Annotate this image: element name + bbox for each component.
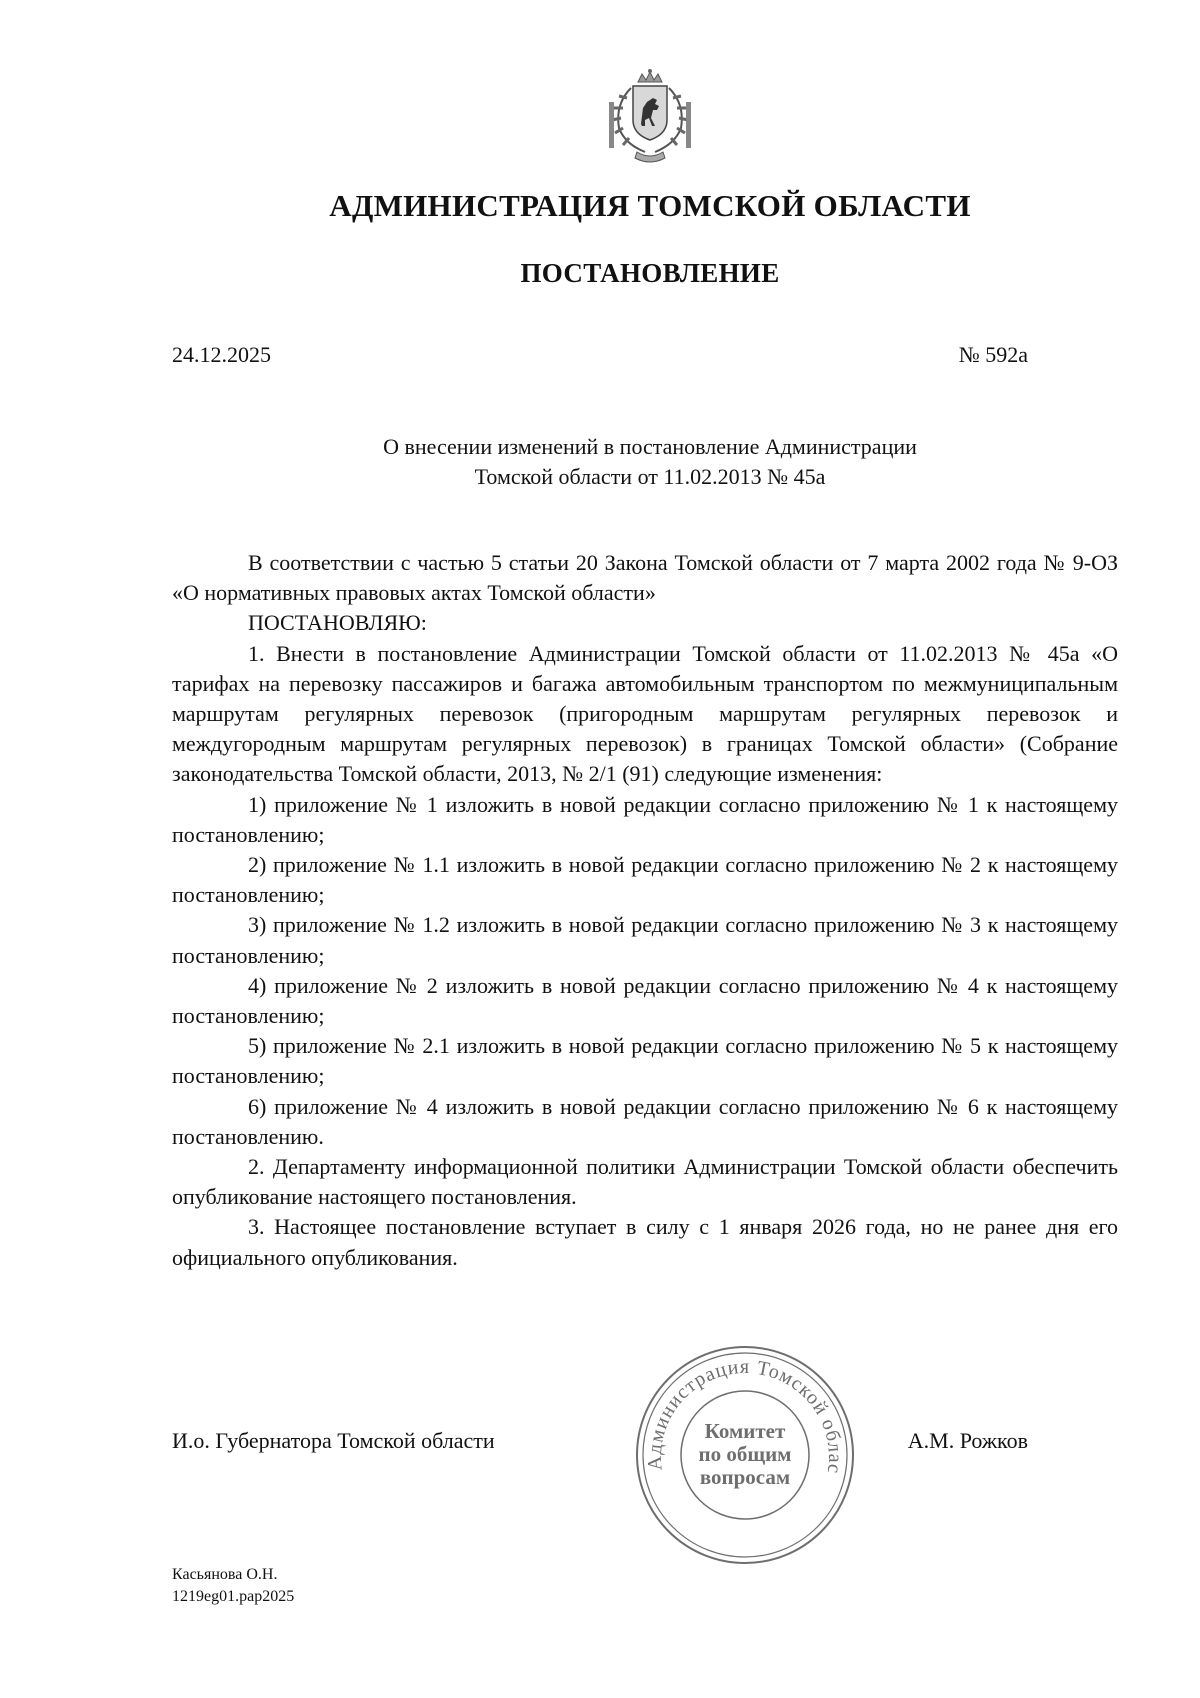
body-subitem-2: 2) приложение № 1.1 изложить в новой редакции согласно приложению № 2 к настоящему постановлению; [172, 852, 1118, 908]
executor-file-code: 1219eg01.pap2025 [172, 1588, 295, 1605]
official-stamp [630, 1340, 860, 1570]
document-number: № 592а [958, 342, 1028, 367]
body-paragraph-item-2: 2. Департаменту информационной политики Администрации Томской области обеспечить опубликование настоящего постановления. [172, 1154, 1118, 1210]
body-paragraph-resolve: ПОСТАНОВЛЯЮ: [248, 610, 427, 636]
executor-name: Касьянова О.Н. [172, 1566, 278, 1583]
subject-line: О внесении изменений в постановление Администрации [383, 434, 917, 459]
body-paragraph-item-3: 3. Настоящее постановление вступает в силу с 1 января 2026 года, но не ранее дня его официального опубликования. [172, 1214, 1118, 1270]
subject-line: Томской области от 11.02.2013 № 45а [474, 464, 826, 489]
document-type-title: ПОСТАНОВЛЕНИЕ [520, 258, 780, 288]
document-body [172, 548, 1118, 1273]
signatory-position: И.о. Губернатора Томской области [172, 1428, 495, 1453]
stamp-inner-line: по общим [698, 1442, 792, 1466]
stamp-inner-line: вопросам [699, 1465, 791, 1489]
body-subitem-3: 3) приложение № 1.2 изложить в новой редакции согласно приложению № 3 к настоящему постановлению; [172, 912, 1118, 968]
body-paragraph-item-1: 1. Внести в постановление Администрации Томской области от 11.02.2013 № 45а «О тарифах на перевозку пассажиров и багажа автомобильным транспортом по межмуниципальным маршрутам регулярных перевозок (пригородным маршрутам регулярных перевозок и междугородным маршрутам регулярных перевозок) в границах Томской области» (Собрание законодательства Томской области, 2013, № 2/1 (91) следующие изменения: [172, 640, 1118, 787]
organization-title: АДМИНИСТРАЦИЯ ТОМСКОЙ ОБЛАСТИ [329, 188, 971, 223]
body-paragraph-preamble: В соответствии с частью 5 статьи 20 Закона Томской области от 7 марта 2002 года № 9-ОЗ «О нормативных правовых актах Томской области» [172, 550, 1118, 606]
coat-of-arms-icon [605, 68, 695, 168]
stamp-inner-line: Комитет [704, 1419, 786, 1443]
signatory-name: А.М. Рожков [907, 1428, 1028, 1453]
body-subitem-5: 5) приложение № 2.1 изложить в новой редакции согласно приложению № 5 к настоящему постановлению; [172, 1033, 1118, 1089]
body-subitem-4: 4) приложение № 2 изложить в новой редакции согласно приложению № 4 к настоящему постановлению; [172, 972, 1118, 1029]
stamp-outer-text: Администрация Томской облас [643, 1356, 847, 1476]
executor-info [172, 1564, 294, 1608]
body-subitem-6: 6) приложение № 4 изложить в новой редакции согласно приложению № 6 к настоящему постановлению. [172, 1093, 1118, 1149]
document-date: 24.12.2025 [172, 342, 271, 367]
body-subitem-1: 1) приложение № 1 изложить в новой редакции согласно приложению № 1 к настоящему постановлению; [172, 791, 1118, 847]
document-subject [0, 432, 1200, 492]
